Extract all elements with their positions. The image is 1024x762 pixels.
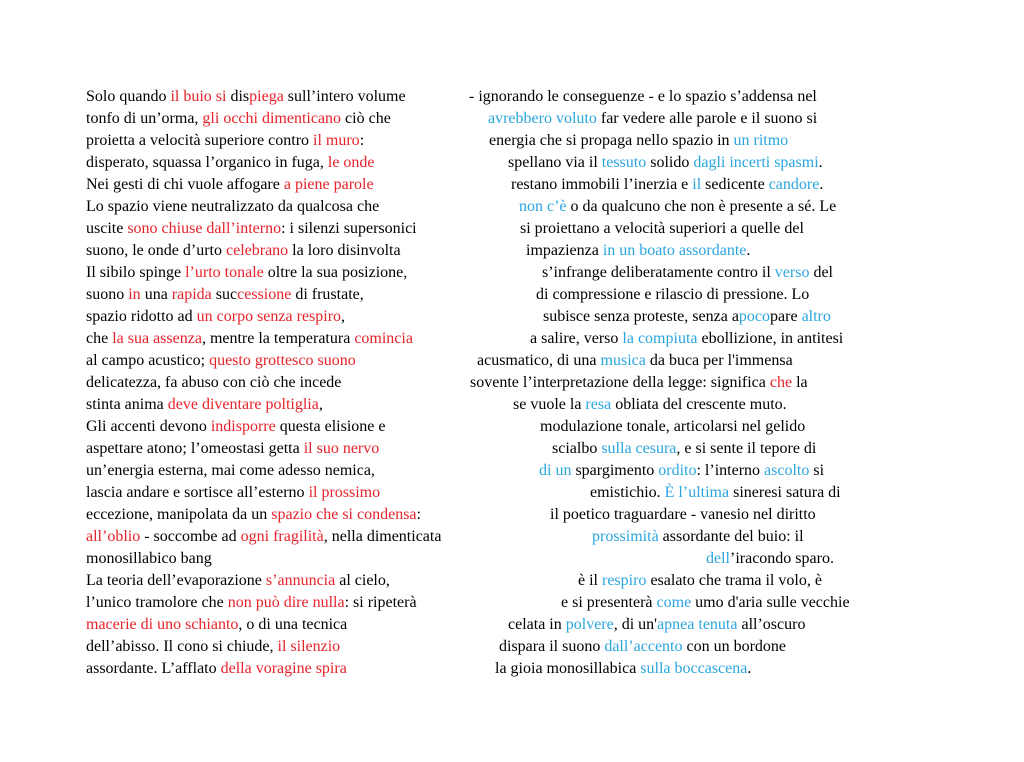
text-segment: un’energia esterna, mai come adesso nemica, [86, 462, 375, 479]
left-line-21 [86, 526, 441, 548]
text-segment: la [792, 374, 808, 391]
right-line-22 [706, 548, 834, 570]
text-segment: umo d'aria sulle vecchie [691, 594, 850, 611]
right-line-1 [469, 86, 817, 108]
text-segment: se vuole la [513, 396, 586, 413]
right-line-10 [536, 284, 809, 306]
right-line-15 [513, 394, 787, 416]
text-segment: lascia andare e sortisce all’esterno [86, 484, 309, 501]
left-line-23 [86, 570, 390, 592]
right-line-16 [540, 416, 805, 438]
right-line-23 [578, 570, 822, 592]
highlight-red: non può dire nulla [227, 594, 345, 611]
text-segment: La teoria dell’evaporazione [86, 572, 266, 589]
left-line-5 [86, 174, 374, 196]
highlight-blue: ordito [658, 462, 697, 479]
text-segment: far vedere alle parole e il suono si [596, 110, 818, 127]
text-segment: a salire, verso [530, 330, 623, 347]
highlight-red: il muro [313, 132, 360, 149]
text-segment: al campo acustico; [86, 352, 210, 369]
text-segment: o da qualcuno che non è presente a sé. Le [566, 198, 837, 215]
text-segment: suc [211, 286, 238, 303]
right-line-18 [539, 460, 824, 482]
right-line-8 [526, 240, 750, 262]
highlight-red: il buio si [170, 88, 231, 105]
right-line-24 [561, 592, 850, 614]
highlight-red: la sua assenza [112, 330, 202, 347]
text-segment: Solo quando [86, 88, 171, 105]
text-segment: stinta anima [86, 396, 168, 413]
left-line-10 [86, 284, 364, 306]
right-line-5 [511, 174, 823, 196]
highlight-red: il suo nervo [303, 440, 380, 457]
highlight-blue: prossimità [592, 528, 659, 545]
right-line-4 [508, 152, 823, 174]
text-segment: assordante del buio: il [658, 528, 804, 545]
text-segment: , o di una tecnica [238, 616, 348, 633]
left-line-22 [86, 548, 212, 570]
right-line-14 [470, 372, 808, 394]
text-segment: : l’interno [696, 462, 765, 479]
text-segment: aspettare atono; l’omeostasi getta [86, 440, 304, 457]
text-segment: che [86, 330, 113, 347]
left-line-24 [86, 592, 417, 614]
text-segment: tonfo di un’orma, [86, 110, 203, 127]
right-line-2 [488, 108, 817, 130]
text-segment: energia che si propaga nello spazio in [489, 132, 734, 149]
text-segment: esalato che trama il volo, è [646, 572, 822, 589]
highlight-blue: ascolto [764, 462, 810, 479]
highlight-red: macerie di uno schianto [86, 616, 239, 633]
text-segment: . [818, 154, 823, 171]
highlight-red: il silenzio [277, 638, 341, 655]
highlight-red: il prossimo [308, 484, 381, 501]
text-segment: al cielo, [335, 572, 390, 589]
highlight-blue: respiro [602, 572, 647, 589]
text-segment: solido [646, 154, 694, 171]
left-line-3 [86, 130, 364, 152]
left-line-4 [86, 152, 375, 174]
text-segment: la loro disinvolta [288, 242, 401, 259]
text-segment: : [359, 132, 365, 149]
text-segment: emistichio. [590, 484, 665, 501]
left-line-2 [86, 108, 391, 130]
text-segment: , [341, 308, 346, 325]
text-segment: e si presenterà [561, 594, 657, 611]
text-segment: . [747, 660, 752, 677]
highlight-red: un corpo senza respiro [196, 308, 342, 325]
text-segment: eccezione, manipolata da un [86, 506, 272, 523]
left-line-25 [86, 614, 347, 636]
text-segment: Lo spazio viene neutralizzato da qualcosa che [86, 198, 380, 215]
right-line-20 [550, 504, 816, 526]
text-segment: la gioia monosillabica [495, 660, 641, 677]
highlight-red: indisporre [210, 418, 276, 435]
left-line-8 [86, 240, 401, 262]
text-segment: proietta a velocità superiore contro [86, 132, 314, 149]
right-line-13 [477, 350, 793, 372]
text-segment: Il sibilo spinge [86, 264, 186, 281]
left-line-15 [86, 394, 323, 416]
text-segment: il poetico traguardare - vanesio nel diritto [550, 506, 816, 523]
highlight-red: l’urto tonale [185, 264, 264, 281]
highlight-red: piega [249, 88, 284, 105]
highlight-red: comincia [354, 330, 413, 347]
highlight-blue: poco [738, 308, 771, 325]
left-line-11 [86, 306, 345, 328]
highlight-red: gli occhi dimenticano [202, 110, 342, 127]
highlight-red: ogni fragilità [240, 528, 324, 545]
highlight-blue: la compiuta [622, 330, 698, 347]
right-line-19 [590, 482, 841, 504]
text-segment: impazienza [526, 242, 603, 259]
text-segment: delicatezza, fa abuso con ciò che incede [86, 374, 342, 391]
right-line-11 [543, 306, 831, 328]
text-segment: si [809, 462, 825, 479]
left-line-7 [86, 218, 417, 240]
highlight-blue: in un boato assordante [602, 242, 747, 259]
text-segment: ciò che [341, 110, 391, 127]
text-segment: suono [86, 286, 129, 303]
left-line-17 [86, 438, 379, 460]
text-segment: sedicente [701, 176, 769, 193]
text-segment: . [746, 242, 751, 259]
highlight-blue: altro [801, 308, 831, 325]
highlight-red: in [128, 286, 141, 303]
highlight-red: le onde [327, 154, 375, 171]
text-segment: , mentre la temperatura [201, 330, 355, 347]
text-segment: : si ripeterà [344, 594, 417, 611]
text-segment: sull’intero volume [283, 88, 406, 105]
highlight-blue: verso [774, 264, 810, 281]
text-segment: sineresi satura di [729, 484, 841, 501]
highlight-blue: non c’è [519, 198, 567, 215]
text-segment: spargimento [571, 462, 659, 479]
text-segment: uscite [86, 220, 128, 237]
highlight-red: cessione [237, 286, 292, 303]
highlight-red: spazio che si condensa [271, 506, 417, 523]
highlight-blue: dagli incerti spasmi [693, 154, 819, 171]
highlight-red: deve diventare poltiglia [167, 396, 319, 413]
highlight-red: questo grottesco suono [209, 352, 356, 369]
text-segment: con un bordone [682, 638, 787, 655]
highlight-red: rapida [171, 286, 212, 303]
text-segment: dispara il suono [499, 638, 605, 655]
highlight-blue: come [656, 594, 692, 611]
text-segment: all’oscuro [737, 616, 806, 633]
text-segment: sovente l’interpretazione della legge: significa [470, 374, 770, 391]
highlight-red: che [769, 374, 793, 391]
left-line-26 [86, 636, 340, 658]
text-segment: s’infrange deliberatamente contro il [542, 264, 775, 281]
text-segment: si proiettano a velocità superiori a quelle del [520, 220, 804, 237]
text-segment: scialbo [552, 440, 602, 457]
left-line-13 [86, 350, 356, 372]
right-line-17 [552, 438, 816, 460]
text-segment: oltre la sua posizione, [263, 264, 408, 281]
text-segment: : i silenzi supersonici [281, 220, 417, 237]
highlight-blue: sulla boccascena [640, 660, 748, 677]
highlight-blue: polvere [565, 616, 614, 633]
left-line-27 [86, 658, 347, 680]
text-segment: monosillabico bang [86, 550, 212, 567]
text-segment: celata in [508, 616, 566, 633]
text-segment: , [318, 396, 323, 413]
highlight-blue: candore [768, 176, 820, 193]
text-segment: suono, le onde d’urto [86, 242, 226, 259]
text-segment: dis [230, 88, 250, 105]
left-line-1 [86, 86, 406, 108]
text-segment: da buca per l'immensa [645, 352, 793, 369]
text-segment: spellano via il [508, 154, 602, 171]
text-segment: di compressione e rilascio di pressione. Lo [536, 286, 810, 303]
text-segment: una [140, 286, 172, 303]
text-segment: pare [770, 308, 802, 325]
text-segment: assordante. L’afflato [86, 660, 221, 677]
text-segment: l’unico tramolore che [86, 594, 228, 611]
highlight-blue: apnea tenuta [657, 616, 738, 633]
text-segment: obliata del crescente muto. [611, 396, 787, 413]
text-segment: restano immobili l’inerzia e [511, 176, 693, 193]
highlight-red: s’annuncia [265, 572, 336, 589]
text-segment: , di un' [613, 616, 658, 633]
right-line-21 [592, 526, 804, 548]
text-segment: è il [578, 572, 602, 589]
left-line-16 [86, 416, 385, 438]
text-segment: Gli accenti devono [86, 418, 211, 435]
text-segment: . [819, 176, 824, 193]
left-line-18 [86, 460, 375, 482]
highlight-blue: avrebbero voluto [488, 110, 597, 127]
highlight-blue: dell [706, 550, 730, 567]
highlight-blue: sulla cesura [601, 440, 677, 457]
highlight-blue: È l’ultima [664, 484, 730, 501]
right-line-27 [495, 658, 751, 680]
text-segment: , e si sente il tepore di [676, 440, 817, 457]
text-segment: ebollizione, in antitesi [697, 330, 844, 347]
text-segment: modulazione tonale, articolarsi nel gelido [540, 418, 806, 435]
text-segment: disperato, squassa l’organico in fuga, [86, 154, 328, 171]
highlight-blue: resa [585, 396, 612, 413]
text-segment: dell’abisso. Il cono si chiude, [86, 638, 278, 655]
right-line-9 [542, 262, 833, 284]
right-line-6 [519, 196, 836, 218]
left-line-9 [86, 262, 407, 284]
text-segment: Nei gesti di chi vuole affogare [86, 176, 284, 193]
right-line-25 [508, 614, 805, 636]
right-line-26 [499, 636, 786, 658]
text-segment: , nella dimenticata [323, 528, 442, 545]
highlight-blue: dall’accento [604, 638, 683, 655]
highlight-red: a piene parole [283, 176, 374, 193]
text-segment: spazio ridotto ad [86, 308, 197, 325]
text-segment: ’iracondo sparo. [730, 550, 834, 567]
highlight-blue: il [692, 176, 702, 193]
highlight-blue: musica [600, 352, 646, 369]
left-line-20 [86, 504, 421, 526]
highlight-blue: tessuto [601, 154, 647, 171]
highlight-red: sono chiuse dall’interno [127, 220, 282, 237]
left-line-12 [86, 328, 413, 350]
text-segment: : [416, 506, 421, 523]
left-line-6 [86, 196, 379, 218]
text-segment: acusmatico, di una [477, 352, 601, 369]
left-line-14 [86, 372, 341, 394]
highlight-blue: di un [539, 462, 572, 479]
left-line-19 [86, 482, 380, 504]
highlight-red: celebrano [225, 242, 289, 259]
text-segment: subisce senza proteste, senza a [543, 308, 739, 325]
text-segment: - ignorando le conseguenze - e lo spazio s’addensa nel [469, 88, 817, 105]
highlight-blue: un ritmo [733, 132, 789, 149]
text-segment: - soccombe ad [140, 528, 241, 545]
text-segment: di frustate, [291, 286, 364, 303]
right-line-12 [530, 328, 843, 350]
right-line-3 [489, 130, 788, 152]
highlight-red: all’oblio [86, 528, 141, 545]
text-segment: questa elisione e [275, 418, 386, 435]
right-line-7 [520, 218, 804, 240]
highlight-red: della voragine spira [220, 660, 347, 677]
text-segment: del [809, 264, 833, 281]
